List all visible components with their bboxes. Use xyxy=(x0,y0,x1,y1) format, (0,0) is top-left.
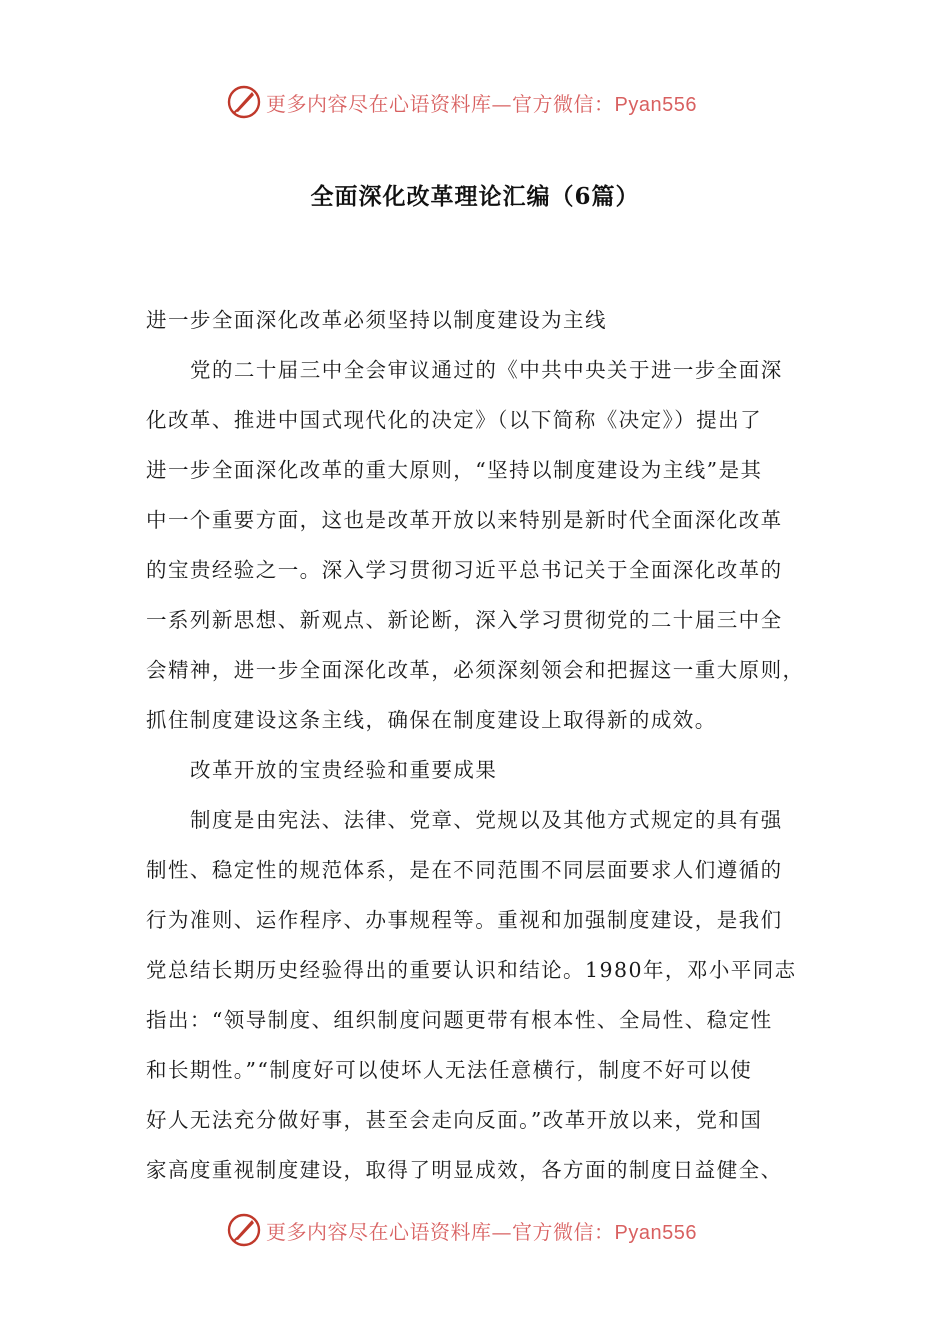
watermark-wechat-id: Pyan556 xyxy=(614,93,697,116)
watermark-separator: — xyxy=(491,1219,512,1244)
paragraph-line: 的宝贵经验之一。深入学习贯彻习近平总书记关于全面深化改革的 xyxy=(146,558,783,582)
watermark-main-text: 更多内容尽在心语资料库 xyxy=(266,1219,492,1244)
watermark-separator: — xyxy=(491,91,512,116)
paragraph-line: 制性、稳定性的规范体系，是在不同范围不同层面要求人们遵循的 xyxy=(146,858,783,882)
header-watermark xyxy=(226,84,697,120)
document-title: 全面深化改革理论汇编（6篇） xyxy=(310,183,640,210)
paragraph-line: 抓住制度建设这条主线，确保在制度建设上取得新的成效。 xyxy=(146,708,717,732)
paragraph-line: 一系列新思想、新观点、新论断，深入学习贯彻党的二十届三中全 xyxy=(146,608,783,632)
section-heading: 进一步全面深化改革必须坚持以制度建设为主线 xyxy=(146,308,607,332)
paragraph-line: 党的二十届三中全会审议通过的《中共中央关于进一步全面深 xyxy=(190,358,783,382)
watermark-wechat-id: Pyan556 xyxy=(614,1221,697,1244)
watermark-main-text: 更多内容尽在心语资料库 xyxy=(266,91,492,116)
paragraph-line: 进一步全面深化改革的重大原则，“坚持以制度建设为主线”是其 xyxy=(146,458,763,482)
watermark-text xyxy=(266,88,697,117)
paragraph-line: 制度是由宪法、法律、党章、党规以及其他方式规定的具有强 xyxy=(190,808,783,832)
paragraph-line: 家高度重视制度建设，取得了明显成效，各方面的制度日益健全、 xyxy=(146,1158,783,1182)
footer-watermark xyxy=(226,1212,697,1248)
watermark-wechat-label: 官方微信： xyxy=(512,1219,615,1244)
paragraph-line: 行为准则、运作程序、办事规程等。重视和加强制度建设，是我们 xyxy=(146,908,783,932)
paragraph-line: 好人无法充分做好事，甚至会走向反面。”改革开放以来，党和国 xyxy=(146,1108,763,1132)
paragraph-line: 会精神，进一步全面深化改革，必须深刻领会和把握这一重大原则， xyxy=(146,658,805,682)
paragraph-line: 党总结长期历史经验得出的重要认识和结论。1980年，邓小平同志 xyxy=(146,958,797,982)
subsection-heading: 改革开放的宝贵经验和重要成果 xyxy=(190,758,498,782)
document-body xyxy=(146,300,810,1200)
quill-logo-icon xyxy=(226,84,262,120)
paragraph-line: 和长期性。”“制度好可以使坏人无法任意横行，制度不好可以使 xyxy=(146,1058,753,1082)
paragraph-line: 中一个重要方面，这也是改革开放以来特别是新时代全面深化改革 xyxy=(146,508,783,532)
quill-logo-icon xyxy=(226,1212,262,1248)
watermark-wechat-label: 官方微信： xyxy=(512,91,615,116)
watermark-text xyxy=(266,1216,697,1245)
paragraph-line: 化改革、推进中国式现代化的决定》（以下简称《决定》）提出了 xyxy=(146,408,763,432)
paragraph-line: 指出：“领导制度、组织制度问题更带有根本性、全局性、稳定性 xyxy=(146,1008,773,1032)
